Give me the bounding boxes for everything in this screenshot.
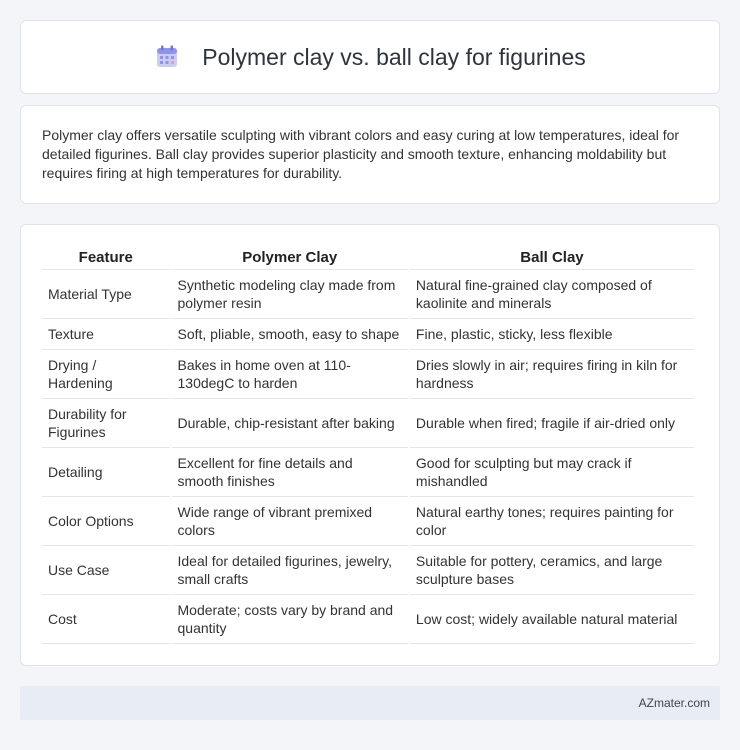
polymer-cell: Ideal for detailed figurines, jewelry, small crafts <box>172 546 408 595</box>
polymer-cell: Soft, pliable, smooth, easy to shape <box>172 319 408 350</box>
polymer-cell: Synthetic modeling clay made from polymer resin <box>172 270 408 319</box>
feature-cell: Durability for Figurines <box>42 399 170 448</box>
calendar-icon <box>154 44 180 70</box>
table-row <box>42 319 694 350</box>
header-feature: Feature <box>42 245 170 270</box>
ball-cell: Fine, plastic, sticky, less flexible <box>410 319 694 350</box>
footer-brand: AZmater.com <box>638 696 710 710</box>
page-title: Polymer clay vs. ball clay for figurines <box>202 43 586 70</box>
table-row <box>42 399 694 448</box>
footer <box>20 686 720 720</box>
table-row <box>42 546 694 595</box>
polymer-cell: Wide range of vibrant premixed colors <box>172 497 408 546</box>
comparison-table <box>40 245 696 644</box>
feature-cell: Use Case <box>42 546 170 595</box>
comparison-table-card <box>20 224 720 666</box>
table-row <box>42 497 694 546</box>
description-card <box>20 105 720 204</box>
feature-cell: Drying / Hardening <box>42 350 170 399</box>
table-row <box>42 595 694 644</box>
table-row <box>42 270 694 319</box>
table-row <box>42 350 694 399</box>
feature-cell: Texture <box>42 319 170 350</box>
ball-cell: Natural earthy tones; requires painting for color <box>410 497 694 546</box>
feature-cell: Color Options <box>42 497 170 546</box>
ball-cell: Dries slowly in air; requires firing in kiln for hardness <box>410 350 694 399</box>
description-text: Polymer clay offers versatile sculpting with vibrant colors and easy curing at low temperatures, ideal for detailed figurines. Ball clay provides superior plasticity and smooth texture, enhancing moldability but requires firing at high temperatures for durability. <box>42 127 680 181</box>
ball-cell: Low cost; widely available natural material <box>410 595 694 644</box>
polymer-cell: Moderate; costs vary by brand and quantity <box>172 595 408 644</box>
title-card <box>20 20 720 94</box>
ball-cell: Natural fine-grained clay composed of kaolinite and minerals <box>410 270 694 319</box>
feature-cell: Cost <box>42 595 170 644</box>
ball-cell: Durable when fired; fragile if air-dried only <box>410 399 694 448</box>
header-polymer-clay: Polymer Clay <box>172 245 408 270</box>
ball-cell: Suitable for pottery, ceramics, and large sculpture bases <box>410 546 694 595</box>
polymer-cell: Excellent for fine details and smooth finishes <box>172 448 408 497</box>
polymer-cell: Bakes in home oven at 110-130degC to harden <box>172 350 408 399</box>
ball-cell: Good for sculpting but may crack if mishandled <box>410 448 694 497</box>
table-row <box>42 448 694 497</box>
feature-cell: Material Type <box>42 270 170 319</box>
polymer-cell: Durable, chip-resistant after baking <box>172 399 408 448</box>
feature-cell: Detailing <box>42 448 170 497</box>
table-header-row <box>42 245 694 270</box>
header-ball-clay: Ball Clay <box>410 245 694 270</box>
